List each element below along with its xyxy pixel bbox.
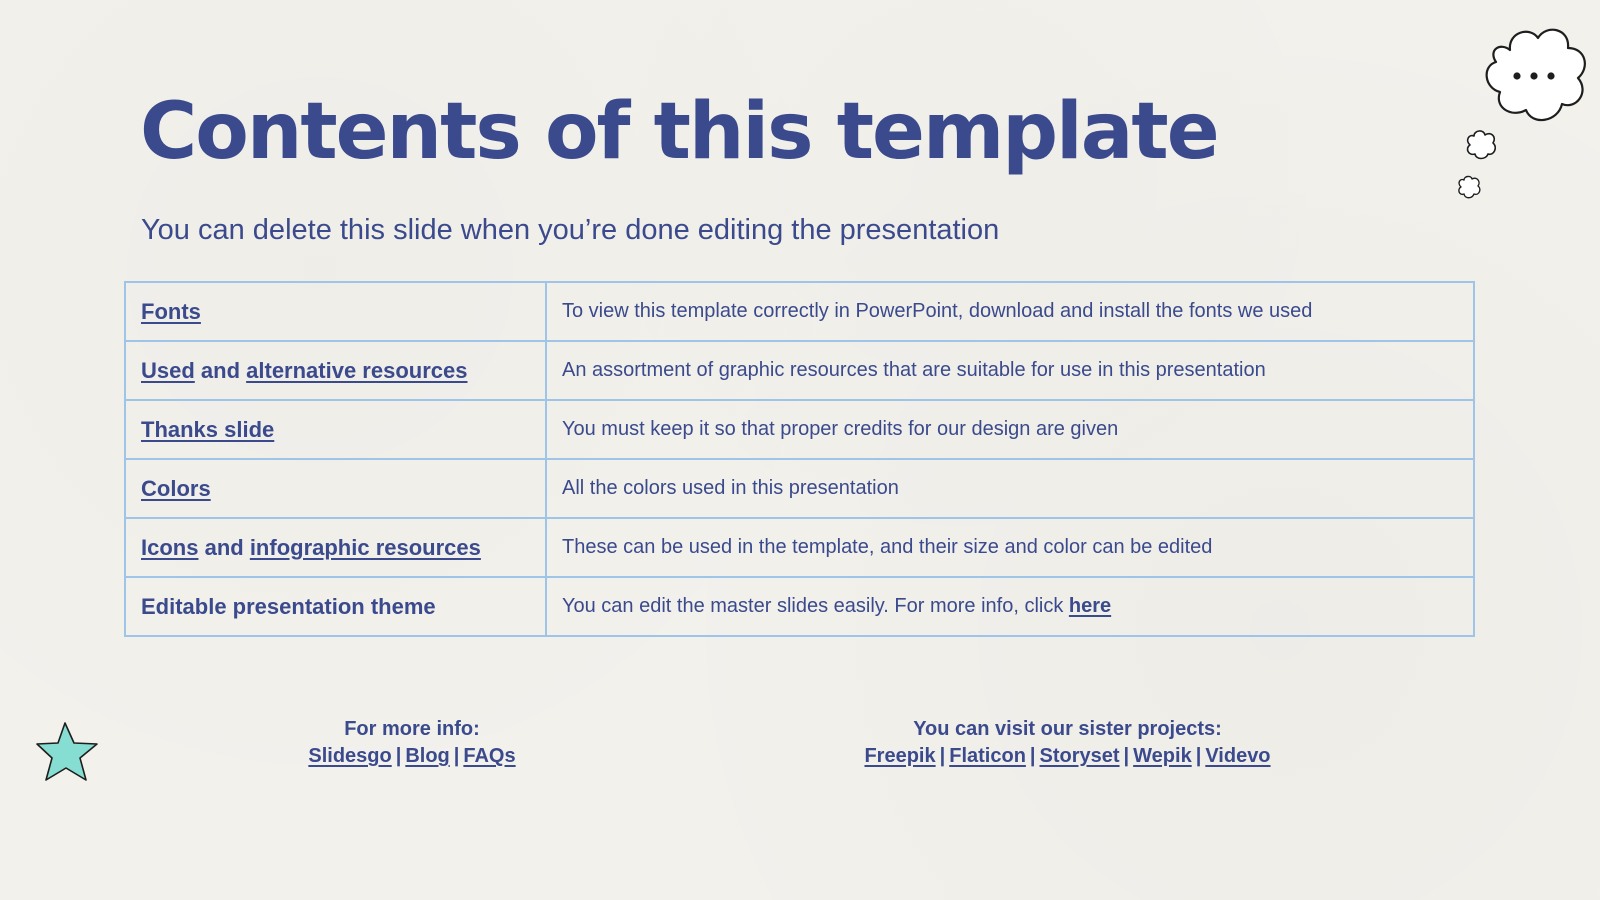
row-name-text: and (194, 357, 247, 383)
link-separator: | (453, 745, 460, 767)
footer-link-slidesgo[interactable]: Slidesgo (308, 745, 392, 767)
row-name-cell (125, 400, 546, 459)
row-name-link-colors[interactable]: Colors (141, 475, 211, 501)
table-body (125, 282, 1474, 636)
row-name-cell (125, 459, 546, 518)
sister-projects-block (800, 716, 1335, 770)
row-name-cell (125, 282, 546, 341)
table-row (125, 282, 1474, 341)
row-name-text: and (198, 534, 250, 560)
link-separator: | (939, 745, 946, 767)
row-name-link-fonts[interactable]: Fonts (141, 298, 201, 324)
row-description-cell (546, 341, 1474, 400)
row-description-text: All the colors used in this presentation (562, 477, 899, 499)
table-row (125, 400, 1474, 459)
table-row (125, 518, 1474, 577)
table-row (125, 341, 1474, 400)
link-separator: | (395, 745, 402, 767)
footer-link-faqs[interactable]: FAQs (463, 745, 516, 767)
row-description-text: You can edit the master slides easily. For more info, click (562, 595, 1069, 617)
footer-link-videvo[interactable]: Videvo (1205, 745, 1271, 767)
thought-cloud-icon (1480, 22, 1592, 128)
link-separator: | (1123, 745, 1130, 767)
small-cloud-icon (1464, 128, 1498, 162)
dot (1547, 72, 1554, 79)
row-description-cell (546, 577, 1474, 636)
row-description-cell (546, 400, 1474, 459)
footer-link-blog[interactable]: Blog (405, 745, 450, 767)
star-icon (34, 720, 100, 782)
row-description-link-here[interactable]: here (1068, 595, 1112, 617)
table-row (125, 459, 1474, 518)
row-description-text: An assortment of graphic resources that are suitable for use in this presentation (562, 359, 1266, 381)
tiny-cloud-icon (1456, 174, 1482, 200)
more-info-links (262, 743, 562, 770)
row-name-text: Editable presentation theme (141, 593, 436, 619)
row-name-link-used[interactable]: Used (141, 357, 195, 383)
contents-table (124, 281, 1475, 637)
footer-link-flaticon[interactable]: Flaticon (949, 745, 1026, 767)
more-info-heading: For more info: (344, 718, 480, 740)
footer-link-wepik[interactable]: Wepik (1133, 745, 1192, 767)
table-row (125, 577, 1474, 636)
row-name-cell (125, 577, 546, 636)
row-name-link-infographic-resources[interactable]: infographic resources (249, 534, 481, 560)
row-description-cell (546, 518, 1474, 577)
footer-link-freepik[interactable]: Freepik (864, 745, 936, 767)
sister-projects-heading: You can visit our sister projects: (913, 718, 1222, 740)
row-description-text: These can be used in the template, and their size and color can be edited (562, 536, 1213, 558)
row-name-link-icons[interactable]: Icons (141, 534, 199, 560)
row-name-cell (125, 341, 546, 400)
link-separator: | (1195, 745, 1202, 767)
slide-subtitle: You can delete this slide when you’re done editing the presentation (141, 214, 1000, 246)
row-description-text: You must keep it so that proper credits for our design are given (562, 418, 1119, 440)
more-info-block (262, 716, 562, 770)
row-name-cell (125, 518, 546, 577)
row-name-link-alternative-resources[interactable]: alternative resources (246, 357, 468, 383)
slide-title: Contents of this template (140, 87, 1218, 177)
row-name-link-thanks-slide[interactable]: Thanks slide (141, 416, 275, 442)
dot (1513, 72, 1520, 79)
sister-projects-links (800, 743, 1335, 770)
row-description-text: To view this template correctly in PowerPoint, download and install the fonts we used (562, 300, 1313, 322)
row-description-cell (546, 459, 1474, 518)
footer-link-storyset[interactable]: Storyset (1039, 745, 1120, 767)
row-description-cell (546, 282, 1474, 341)
dot (1530, 72, 1537, 79)
link-separator: | (1029, 745, 1036, 767)
